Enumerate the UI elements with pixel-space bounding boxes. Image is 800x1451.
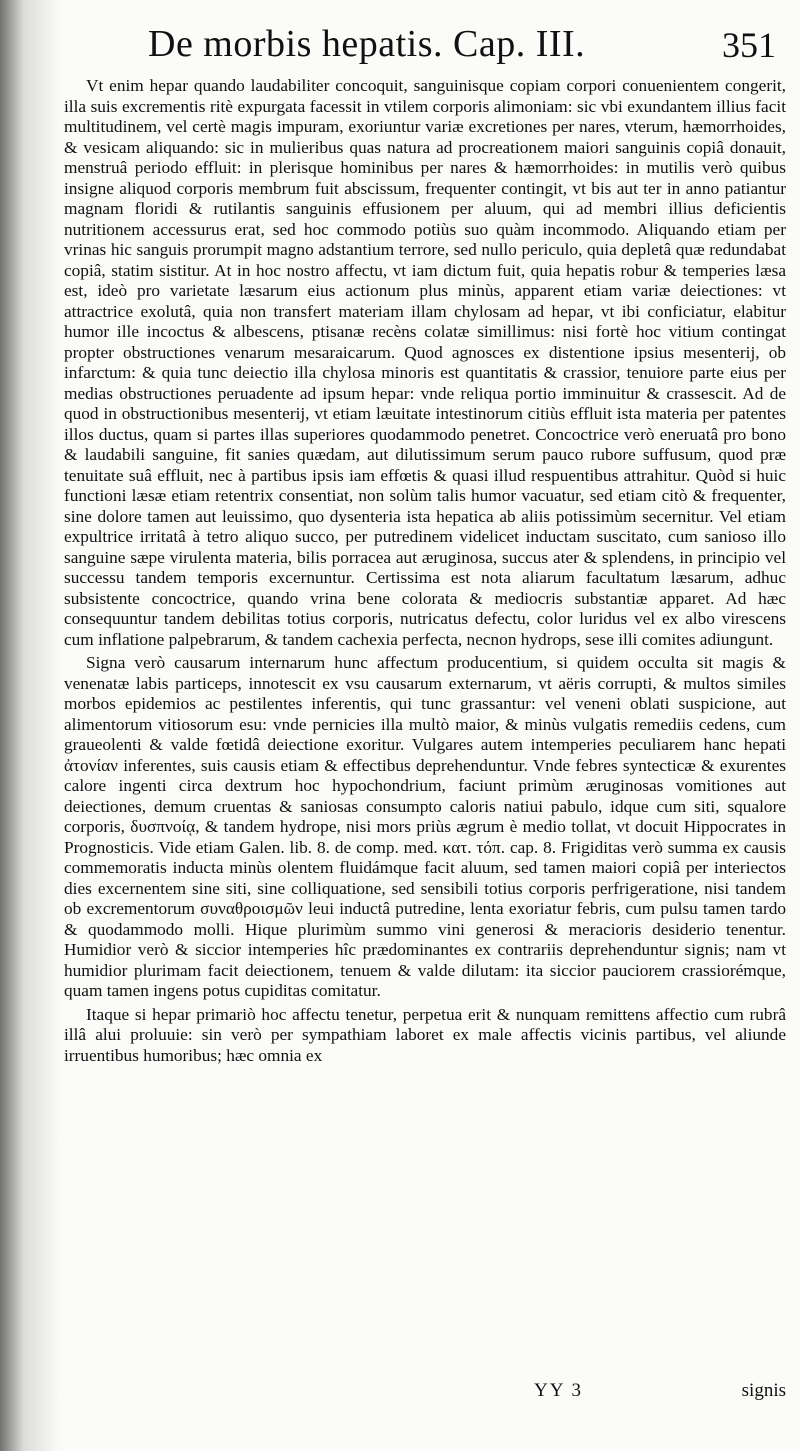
catchword: signis bbox=[741, 1380, 786, 1401]
page-footer bbox=[64, 1380, 786, 1410]
running-title: De morbis hepatis. Cap. III. bbox=[148, 23, 586, 65]
paragraph-1: Vt enim hepar quando laudabiliter concoquit, sanguinisque copiam corpori conuenientem congerit, illa suis excrementis ritè expurgata facessit in vtilem corporis alimoniam: sic vbi exundantem illius facit multitudinem, vel certè magis impuram, exoriuntur variæ excretiones per nares, vterum, hæmorrhoides, & vesicam aliquando: sic in mulieribus quas natura ad procreationem maiori sanguinis copiâ donauit, menstruâ periodo effluit: in plerisque hominibus per nares & hæmorrhoides: in mutilis verò quibus insigne aliquod corporis membrum fuit abscissum, frequenter contingit, vt bis aut ter in anno patiantur magnam floridi & rutilantis sanguinis effusionem per aluum, qui ad membri illius deficientis nutritionem accessurus erat, sed hoc commodo potiùs suo quàm incommodo. Aliquando etiam per vrinas hic sanguis prorumpit magno adstantium terrore, sed nullo periculo, quia depletâ quæ redundabat copiâ, statim sistitur. At in hoc nostro affectu, vt iam dictum fuit, quia hepatis robur & temperies læsa est, ideò pro varietate læsarum eius actionum plus minùs, apparent etiam variæ deiectiones: vt attractrice exolutâ, quia non transfert materiam illam chylosam ad hepar, vt ibi conficiatur, elabitur humor ille incoctus & albescens, ptisanæ recèns colatæ simillimus: nisi fortè hoc vitium contingat propter obstructiones venarum mesaraicarum. Quod agnosces ex distentione ipsius mesenterij, ob infarctum: & quia tunc deiectio illa chylosa minoris est quantitatis & crassior, tenuiore parte eius per medias obstructiones peruadente ad ipsum hepar: vnde reliqua portio imminuitur & crassescit. Ad de quod in obstructionibus mesenterij, vt etiam læuitate intestinorum citiùs effluit ista materia per patentes illos ductus, quam si partes illas superiores quodammodo penetret. Concoctrice verò eneruatâ pro bono & laudabili sanguine, fit sanies quædam, aut dilutissimum serum pauco rubore suffusum, quod præ tenuitate suâ effluit, nec à partibus ipsis iam effœtis & quasi illud respuentibus attrahitur. Quòd si huic functioni læsæ etiam retentrix consentiat, non solùm talis humor vacuatur, sed etiam citò & frequenter, sine dolore tamen aut leuissimo, quo dysenteria ista hepatica ab aliis potissimùm secernitur. Vel etiam expultrice irritatâ à tetro aliquo succo, per putredinem videlicet inductam suscitato, cum sanioso illo sanguine sæpe virulenta materia, bilis porracea aut æruginosa, succus ater & splendens, in principio vel successu tandem temporis excernuntur. Certissima est nota aliarum facultatum læsarum, adhuc subsistente concoctrice, quando vrina bene colorata & mediocris substantiæ apparet. Ad hæc consequuntur tandem debilitas totius corporis, nutricatus defectu, color luridus vel ex albo virescens cum inflatione palpebrarum, & tandem cachexia perfecta, necnon hydrops, sese illi comites adiungunt. bbox=[64, 76, 786, 649]
body-text bbox=[64, 76, 786, 1066]
paragraph-2: Signa verò causarum internarum hunc affectum producentium, si quidem occulta sit magis & venenatæ labis particeps, innotescit ex vsu causarum externarum, vt aëris corrupti, & multos similes morbos epidemios ac pestilentes inferentis, qui tunc grassantur: vel veneni oblati suspicione, aut alimentorum vitiosorum esu: vnde pernicies illa multò maior, & minùs vulgatis remediis cedens, cum graueolenti & valde fœtidâ deiectione exoritur. Vulgares autem intemperies peculiarem hanc hepati ἀτονίαν inferentes, suis causis etiam & effectibus deprehenduntur. Vnde febres syntecticæ & exurentes calore ingenti circa dextrum hoc hypochondrium, faciunt primùm æruginosas vomitiones aut deiectiones, demum cruentas & saniosas consumpto caloris natiui pabulo, idque cum siti, squalore corporis, δυσπνοίᾳ, & tandem hydrope, nisi mors priùs ægrum è medio tollat, vt docuit Hippocrates in Prognosticis. Vide etiam Galen. lib. 8. de comp. med. κατ. τόπ. cap. 8. Frigiditas verò summa ex causis commemoratis inducta minùs olentem fluidámque facit aluum, sed tamen maiori copiâ per interiectos dies excernentem sine siti, sine colliquatione, sed sensibili totius corporis perfrigeratione, nisi tandem ob excrementorum συναθροισμῶν leui inductâ putredine, lenta exoriatur febris, cum pulsu tamen tardo & quodammodo molli. Hique plurimùm summo vini generosi & meracioris desiderio tenentur. Humidior verò & siccior intemperies hîc prædominantes ex contrariis deprehenduntur signis; nam vt humidior plurimam facit deiectionem, tenuem & valde dilutam: ita siccior pauciorem crassiorémque, quam tamen ingens potus cupiditas comitatur. bbox=[64, 653, 786, 1000]
page-number: 351 bbox=[722, 25, 776, 65]
page-gutter-shadow bbox=[0, 0, 60, 1451]
page-header bbox=[140, 22, 782, 70]
signature-mark: YY 3 bbox=[534, 1380, 583, 1401]
paragraph-3: Itaque si hepar primariò hoc affectu tenetur, perpetua erit & nunquam remittens affectio cum rubrâ illâ alui proluuie: sin verò per sympathiam laboret ex male affectis vicinis partibus, vel aliunde irruentibus humoribus; hæc omnia ex bbox=[64, 1004, 786, 1065]
